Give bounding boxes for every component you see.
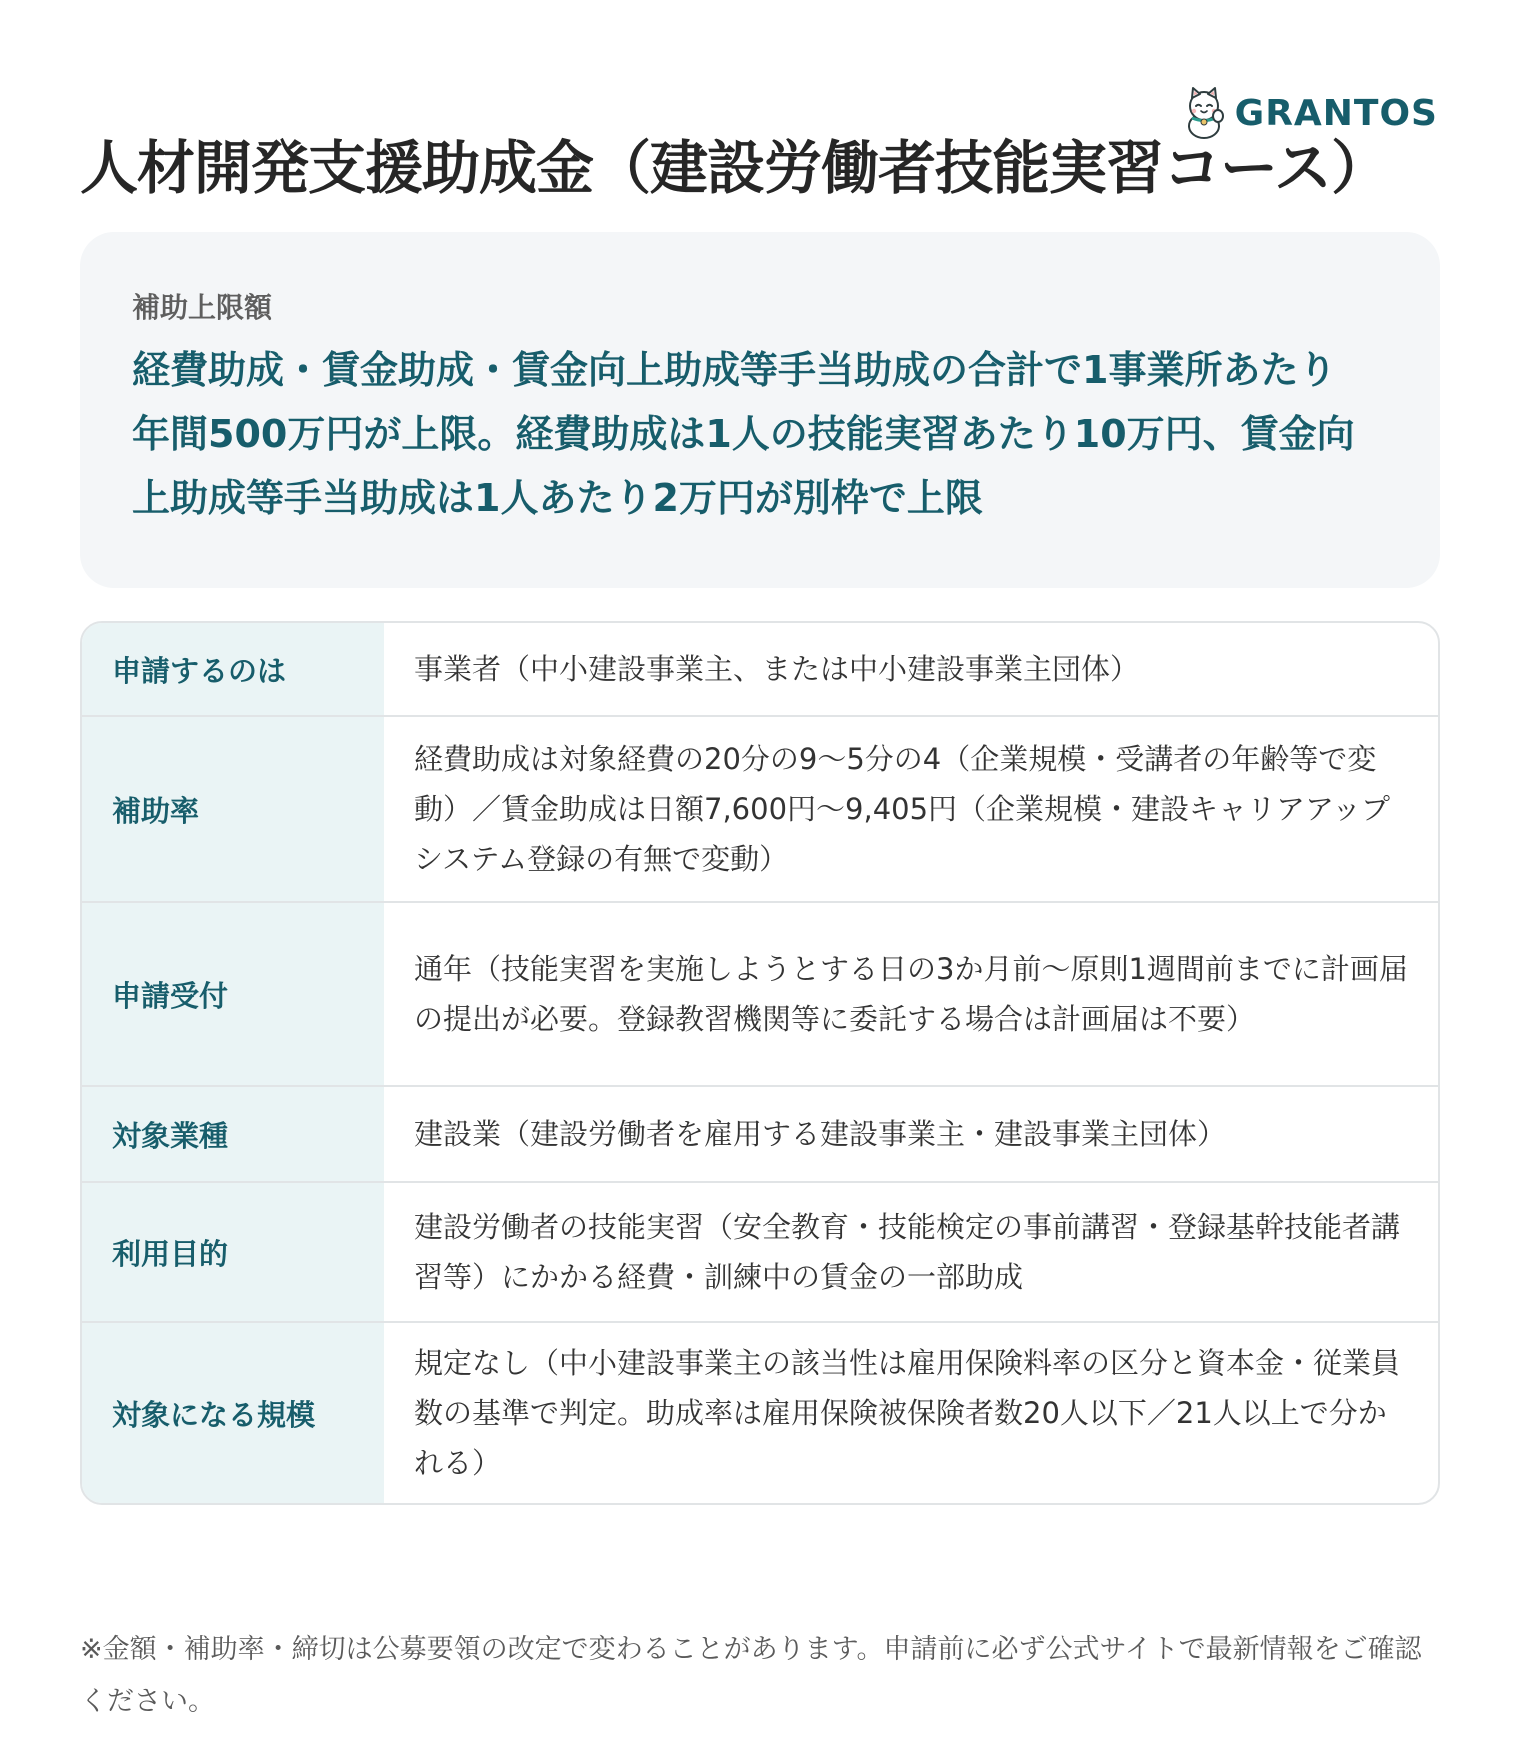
row-value: 通年（技能実習を実施しようとする日の3か月前〜原則1週間前までに計画届の提出が必要。登録教習機関等に委託する場合は計画届は不要） bbox=[414, 952, 1408, 1036]
row-value: 建設業（建設労働者を雇用する建設事業主・建設事業主団体） bbox=[414, 1117, 1227, 1151]
row-value: 建設労働者の技能実習（安全教育・技能検定の事前講習・登録基幹技能者講習等）にかかる経費・訓練中の賃金の一部助成 bbox=[414, 1210, 1401, 1294]
brand-name: GRANTOS bbox=[1234, 92, 1438, 134]
row-label: 補助率 bbox=[82, 717, 384, 901]
row-label: 対象になる規模 bbox=[82, 1323, 384, 1503]
row-value: 事業者（中小建設事業主、または中小建設事業主団体） bbox=[414, 652, 1140, 686]
table-row-application-period bbox=[82, 901, 1438, 1085]
summary-value: 経費助成・賃金助成・賃金向上助成等手当助成の合計で1事業所あたり年間500万円が上限。経費助成は1人の技能実習あたり10万円、賃金向上助成等手当助成は1人あたり2万円が別枠で上限 bbox=[132, 348, 1355, 520]
page-title: 人材開発支援助成金（建設労働者技能実習コース） bbox=[80, 134, 1389, 202]
table-row-subsidy-rate bbox=[82, 715, 1438, 901]
table-row-industry bbox=[82, 1085, 1438, 1181]
row-label: 申請するのは bbox=[82, 623, 384, 715]
row-value: 規定なし（中小建設事業主の該当性は雇用保険料率の区分と資本金・従業員数の基準で判定。助成率は雇用保険被保険者数20人以下／21人以上で分かれる） bbox=[414, 1346, 1401, 1480]
table-row-applicant bbox=[82, 623, 1438, 715]
row-label: 申請受付 bbox=[82, 903, 384, 1085]
row-value: 経費助成は対象経費の20分の9〜5分の4（企業規模・受講者の年齢等で変動）／賃金助成は日額7,600円〜9,405円（企業規模・建設キャリアアップシステム登録の有無で変動） bbox=[414, 742, 1391, 876]
row-label: 対象業種 bbox=[82, 1087, 384, 1181]
row-label: 利用目的 bbox=[82, 1183, 384, 1321]
table-row-purpose bbox=[82, 1181, 1438, 1321]
disclaimer-footnote: ※金額・補助率・締切は公募要領の改定で変わることがあります。申請前に必ず公式サイトで最新情報をご確認ください。 bbox=[80, 1634, 1422, 1717]
summary-label: 補助上限額 bbox=[132, 291, 273, 324]
subsidy-cap-summary bbox=[80, 232, 1440, 588]
info-table bbox=[80, 621, 1440, 1505]
table-row-scale bbox=[82, 1321, 1438, 1503]
